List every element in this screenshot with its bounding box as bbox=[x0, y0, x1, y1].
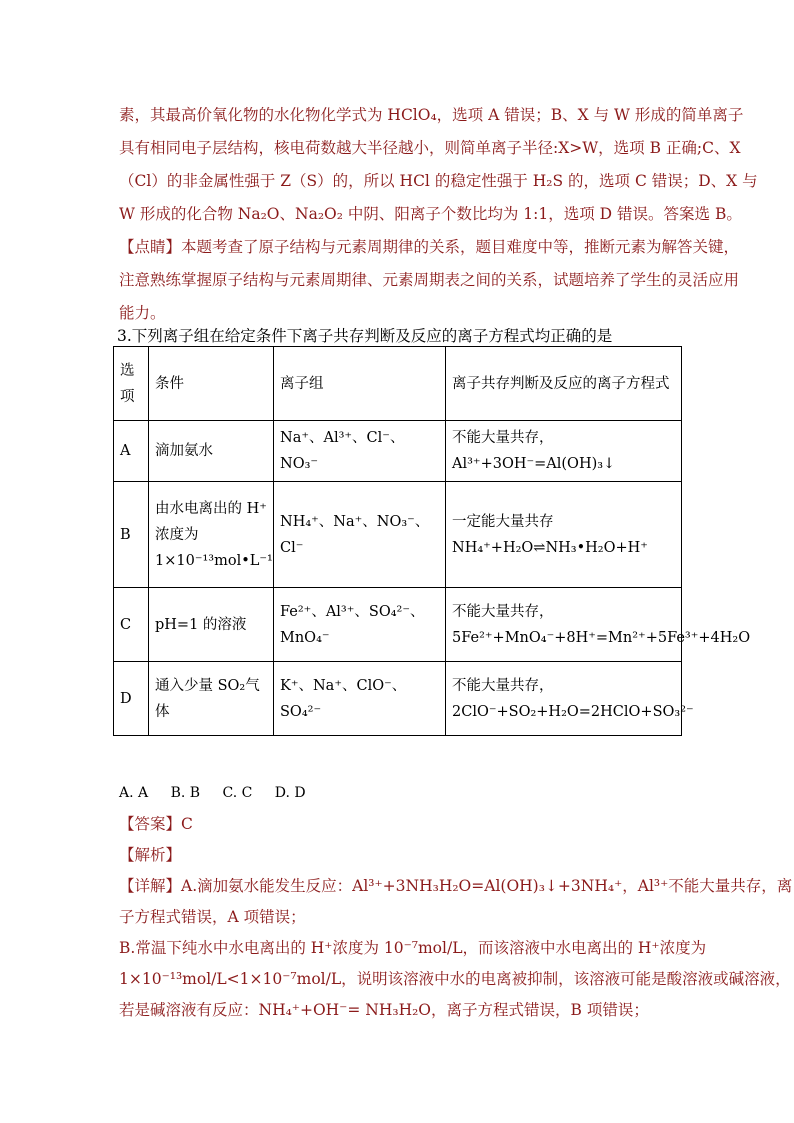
table-row bbox=[114, 482, 682, 588]
comment-text: 本题考查了原子结构与元素周期律的关系，题目难度中等，推断元素为解答关键， bbox=[181, 238, 740, 256]
option-cell: A bbox=[114, 421, 149, 482]
condition-cell: pH=1 的溶液 bbox=[149, 588, 274, 662]
table-row bbox=[114, 662, 682, 736]
header-cell-ions: 离子组 bbox=[274, 347, 446, 421]
condition-cell: 滴加氨水 bbox=[149, 421, 274, 482]
detail-tag: 【详解】 bbox=[119, 877, 182, 895]
choice-b: B. B bbox=[170, 785, 201, 801]
choice-c: C. C bbox=[222, 785, 253, 801]
comment-line bbox=[119, 237, 739, 257]
paragraph-line: W 形成的化合物 Na₂O、Na₂O₂ 中阴、阳离子个数比均为 1:1，选项 D 错误。答案选 B。 bbox=[119, 205, 742, 223]
header-cell-condition: 条件 bbox=[149, 347, 274, 421]
table-row bbox=[114, 421, 682, 482]
header-cell-judgment: 离子共存判断及反应的离子方程式 bbox=[446, 347, 682, 421]
condition-cell: 由水电离出的 H⁺ 浓度为 1×10⁻¹³mol•L⁻¹ bbox=[149, 482, 274, 588]
option-cell: D bbox=[114, 662, 149, 736]
detail-line: 子方程式错误，A 项错误； bbox=[119, 908, 306, 926]
question-stem: 3.下列离子组在给定条件下离子共存判断及反应的离子方程式均正确的是 bbox=[117, 327, 613, 345]
answer-tag: 【答案】 bbox=[119, 815, 182, 833]
table-row bbox=[114, 588, 682, 662]
option-cell: C bbox=[114, 588, 149, 662]
condition-cell: 通入少量 SO₂气体 bbox=[149, 662, 274, 736]
answer-line bbox=[119, 814, 193, 834]
header-cell-option: 选 项 bbox=[114, 347, 149, 421]
ions-cell: NH₄⁺、Na⁺、NO₃⁻、Cl⁻ bbox=[274, 482, 446, 588]
judgment-cell: 一定能大量共存 NH₄⁺+H₂O⇌NH₃•H₂O+H⁺ bbox=[446, 482, 682, 588]
judgment-cell: 不能大量共存， 5Fe²⁺+MnO₄⁻+8H⁺=Mn²⁺+5Fe³⁺+4H₂O bbox=[446, 588, 682, 662]
detail-line: B.常温下纯水中水电离出的 H⁺浓度为 10⁻⁷mol/L，而该溶液中水电离出的 H⁺浓度为 bbox=[119, 939, 707, 957]
answer-value: C bbox=[181, 815, 193, 833]
ions-cell: Na⁺、Al³⁺、Cl⁻、NO₃⁻ bbox=[274, 421, 446, 482]
option-cell: B bbox=[114, 482, 149, 588]
judgment-cell: 不能大量共存， 2ClO⁻+SO₂+H₂O=2HClO+SO₃²⁻ bbox=[446, 662, 682, 736]
detail-line: 若是碱溶液有反应：NH₄⁺+OH⁻= NH₃H₂O，离子方程式错误，B 项错误； bbox=[119, 1001, 649, 1019]
comment-line: 注意熟练掌握原子结构与元素周期律、元素周期表之间的关系，试题培养了学生的灵活应用 bbox=[119, 271, 740, 289]
paragraph-line: 素，其最高价氧化物的水化物化学式为 HClO₄，选项 A 错误；B、X 与 W 形成的简单离子 bbox=[119, 106, 744, 124]
judgment-cell: 不能大量共存，Al³⁺+3OH⁻=Al(OH)₃↓ bbox=[446, 421, 682, 482]
detail-text: A.滴加氨水能发生反应：Al³⁺+3NH₃H₂O=Al(OH)₃↓+3NH₄⁺，Al³⁺不能大量共存，离 bbox=[181, 877, 793, 895]
comment-line: 能力。 bbox=[119, 304, 166, 322]
answer-choices bbox=[119, 783, 324, 803]
detail-line bbox=[119, 876, 792, 896]
paragraph-line: （Cl）的非金属性强于 Z（S）的，所以 HCl 的稳定性强于 H₂S 的，选项 C 错误；D、X 与 bbox=[119, 172, 758, 190]
choice-a: A. A bbox=[119, 785, 149, 801]
ions-cell: K⁺、Na⁺、ClO⁻、SO₄²⁻ bbox=[274, 662, 446, 736]
comment-tag: 【点睛】 bbox=[119, 238, 182, 256]
table-header-row bbox=[114, 347, 682, 421]
question-table bbox=[113, 346, 751, 736]
ions-cell: Fe²⁺、Al³⁺、SO₄²⁻、MnO₄⁻ bbox=[274, 588, 446, 662]
analysis-tag: 【解析】 bbox=[119, 846, 182, 864]
paragraph-line: 具有相同电子层结构，核电荷数越大半径越小，则简单离子半径:X>W，选项 B 正确;C、X bbox=[119, 139, 741, 157]
detail-line: 1×10⁻¹³mol/L<1×10⁻⁷mol/L，说明该溶液中水的电离被抑制，该溶液可能是酸溶液或碱溶液， bbox=[119, 970, 791, 988]
choice-d: D. D bbox=[274, 785, 306, 801]
